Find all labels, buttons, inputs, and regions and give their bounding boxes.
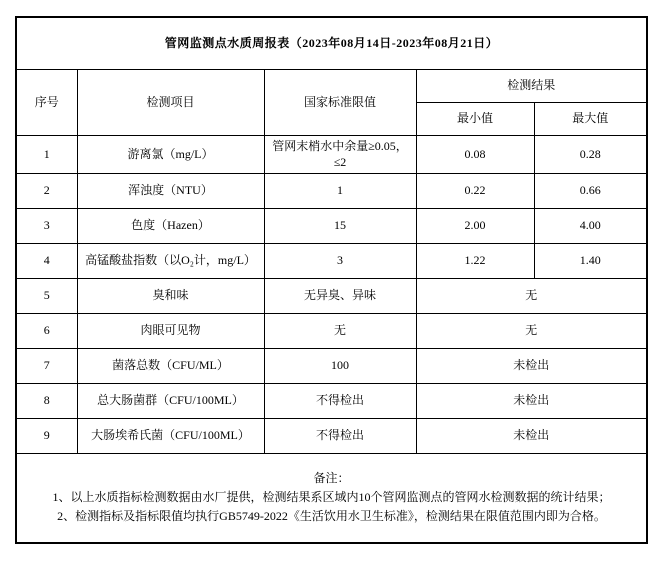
notes-section xyxy=(16,453,647,543)
cell-item: 大肠埃希氏菌（CFU/100ML） xyxy=(77,418,264,453)
cell-no: 4 xyxy=(16,243,77,278)
cell-min: 1.22 xyxy=(416,243,534,278)
cell-item: 游离氯（mg/L） xyxy=(77,135,264,173)
header-standard: 国家标准限值 xyxy=(264,69,416,135)
cell-no: 7 xyxy=(16,348,77,383)
note-line-1: 1、以上水质指标检测数据由水厂提供，检测结果系区域内10个管网监测点的管网水检测数据的统计结果； xyxy=(52,490,611,505)
notes-label: 备注： xyxy=(313,471,350,486)
cell-item: 色度（Hazen） xyxy=(77,208,264,243)
cell-no: 5 xyxy=(16,278,77,313)
table-row-4 xyxy=(16,243,647,278)
notes-row xyxy=(16,453,647,543)
cell-standard: 1 xyxy=(264,173,416,208)
cell-standard: 15 xyxy=(264,208,416,243)
cell-result: 无 xyxy=(416,278,647,313)
cell-no: 6 xyxy=(16,313,77,348)
cell-no: 1 xyxy=(16,135,77,173)
cell-max: 0.66 xyxy=(534,173,647,208)
cell-result: 未检出 xyxy=(416,418,647,453)
table-row-3 xyxy=(16,208,647,243)
header-item: 检测项目 xyxy=(77,69,264,135)
cell-item: 臭和味 xyxy=(77,278,264,313)
cell-no: 2 xyxy=(16,173,77,208)
cell-min: 2.00 xyxy=(416,208,534,243)
cell-max: 1.40 xyxy=(534,243,647,278)
cell-min: 0.08 xyxy=(416,135,534,173)
cell-max: 0.28 xyxy=(534,135,647,173)
table-row-5 xyxy=(16,278,647,313)
cell-standard: 3 xyxy=(264,243,416,278)
water-quality-report-table xyxy=(15,16,648,544)
cell-no: 9 xyxy=(16,418,77,453)
cell-item: 菌落总数（CFU/ML） xyxy=(77,348,264,383)
cell-result: 无 xyxy=(416,313,647,348)
report-title: 管网监测点水质周报表（2023年08月14日-2023年08月21日） xyxy=(16,17,647,69)
cell-standard: 不得检出 xyxy=(264,418,416,453)
cell-standard: 管网末梢水中余量≥0.05，≤2 xyxy=(264,135,416,173)
table-row-1 xyxy=(16,135,647,173)
table-row-7 xyxy=(16,348,647,383)
table-row-9 xyxy=(16,418,647,453)
cell-standard: 无异臭、异味 xyxy=(264,278,416,313)
table-row-2 xyxy=(16,173,647,208)
title-row xyxy=(16,17,647,69)
cell-max: 4.00 xyxy=(534,208,647,243)
header-no: 序号 xyxy=(16,69,77,135)
cell-standard: 100 xyxy=(264,348,416,383)
note-line-2: 2、检测指标及指标限值均执行GB5749-2022《生活饮用水卫生标准》，检测结果在限值范围内即为合格。 xyxy=(57,509,606,524)
header-row-1 xyxy=(16,69,647,102)
cell-min: 0.22 xyxy=(416,173,534,208)
table-row-8 xyxy=(16,383,647,418)
cell-result: 未检出 xyxy=(416,383,647,418)
cell-no: 3 xyxy=(16,208,77,243)
table-row-6 xyxy=(16,313,647,348)
cell-item: 高锰酸盐指数（以O₂计，mg/L） xyxy=(77,243,264,278)
cell-item: 浑浊度（NTU） xyxy=(77,173,264,208)
cell-no: 8 xyxy=(16,383,77,418)
cell-standard: 不得检出 xyxy=(264,383,416,418)
header-result: 检测结果 xyxy=(416,69,647,102)
cell-standard: 无 xyxy=(264,313,416,348)
cell-result: 未检出 xyxy=(416,348,647,383)
cell-item: 肉眼可见物 xyxy=(77,313,264,348)
header-min: 最小值 xyxy=(416,102,534,135)
header-max: 最大值 xyxy=(534,102,647,135)
cell-item: 总大肠菌群（CFU/100ML） xyxy=(77,383,264,418)
